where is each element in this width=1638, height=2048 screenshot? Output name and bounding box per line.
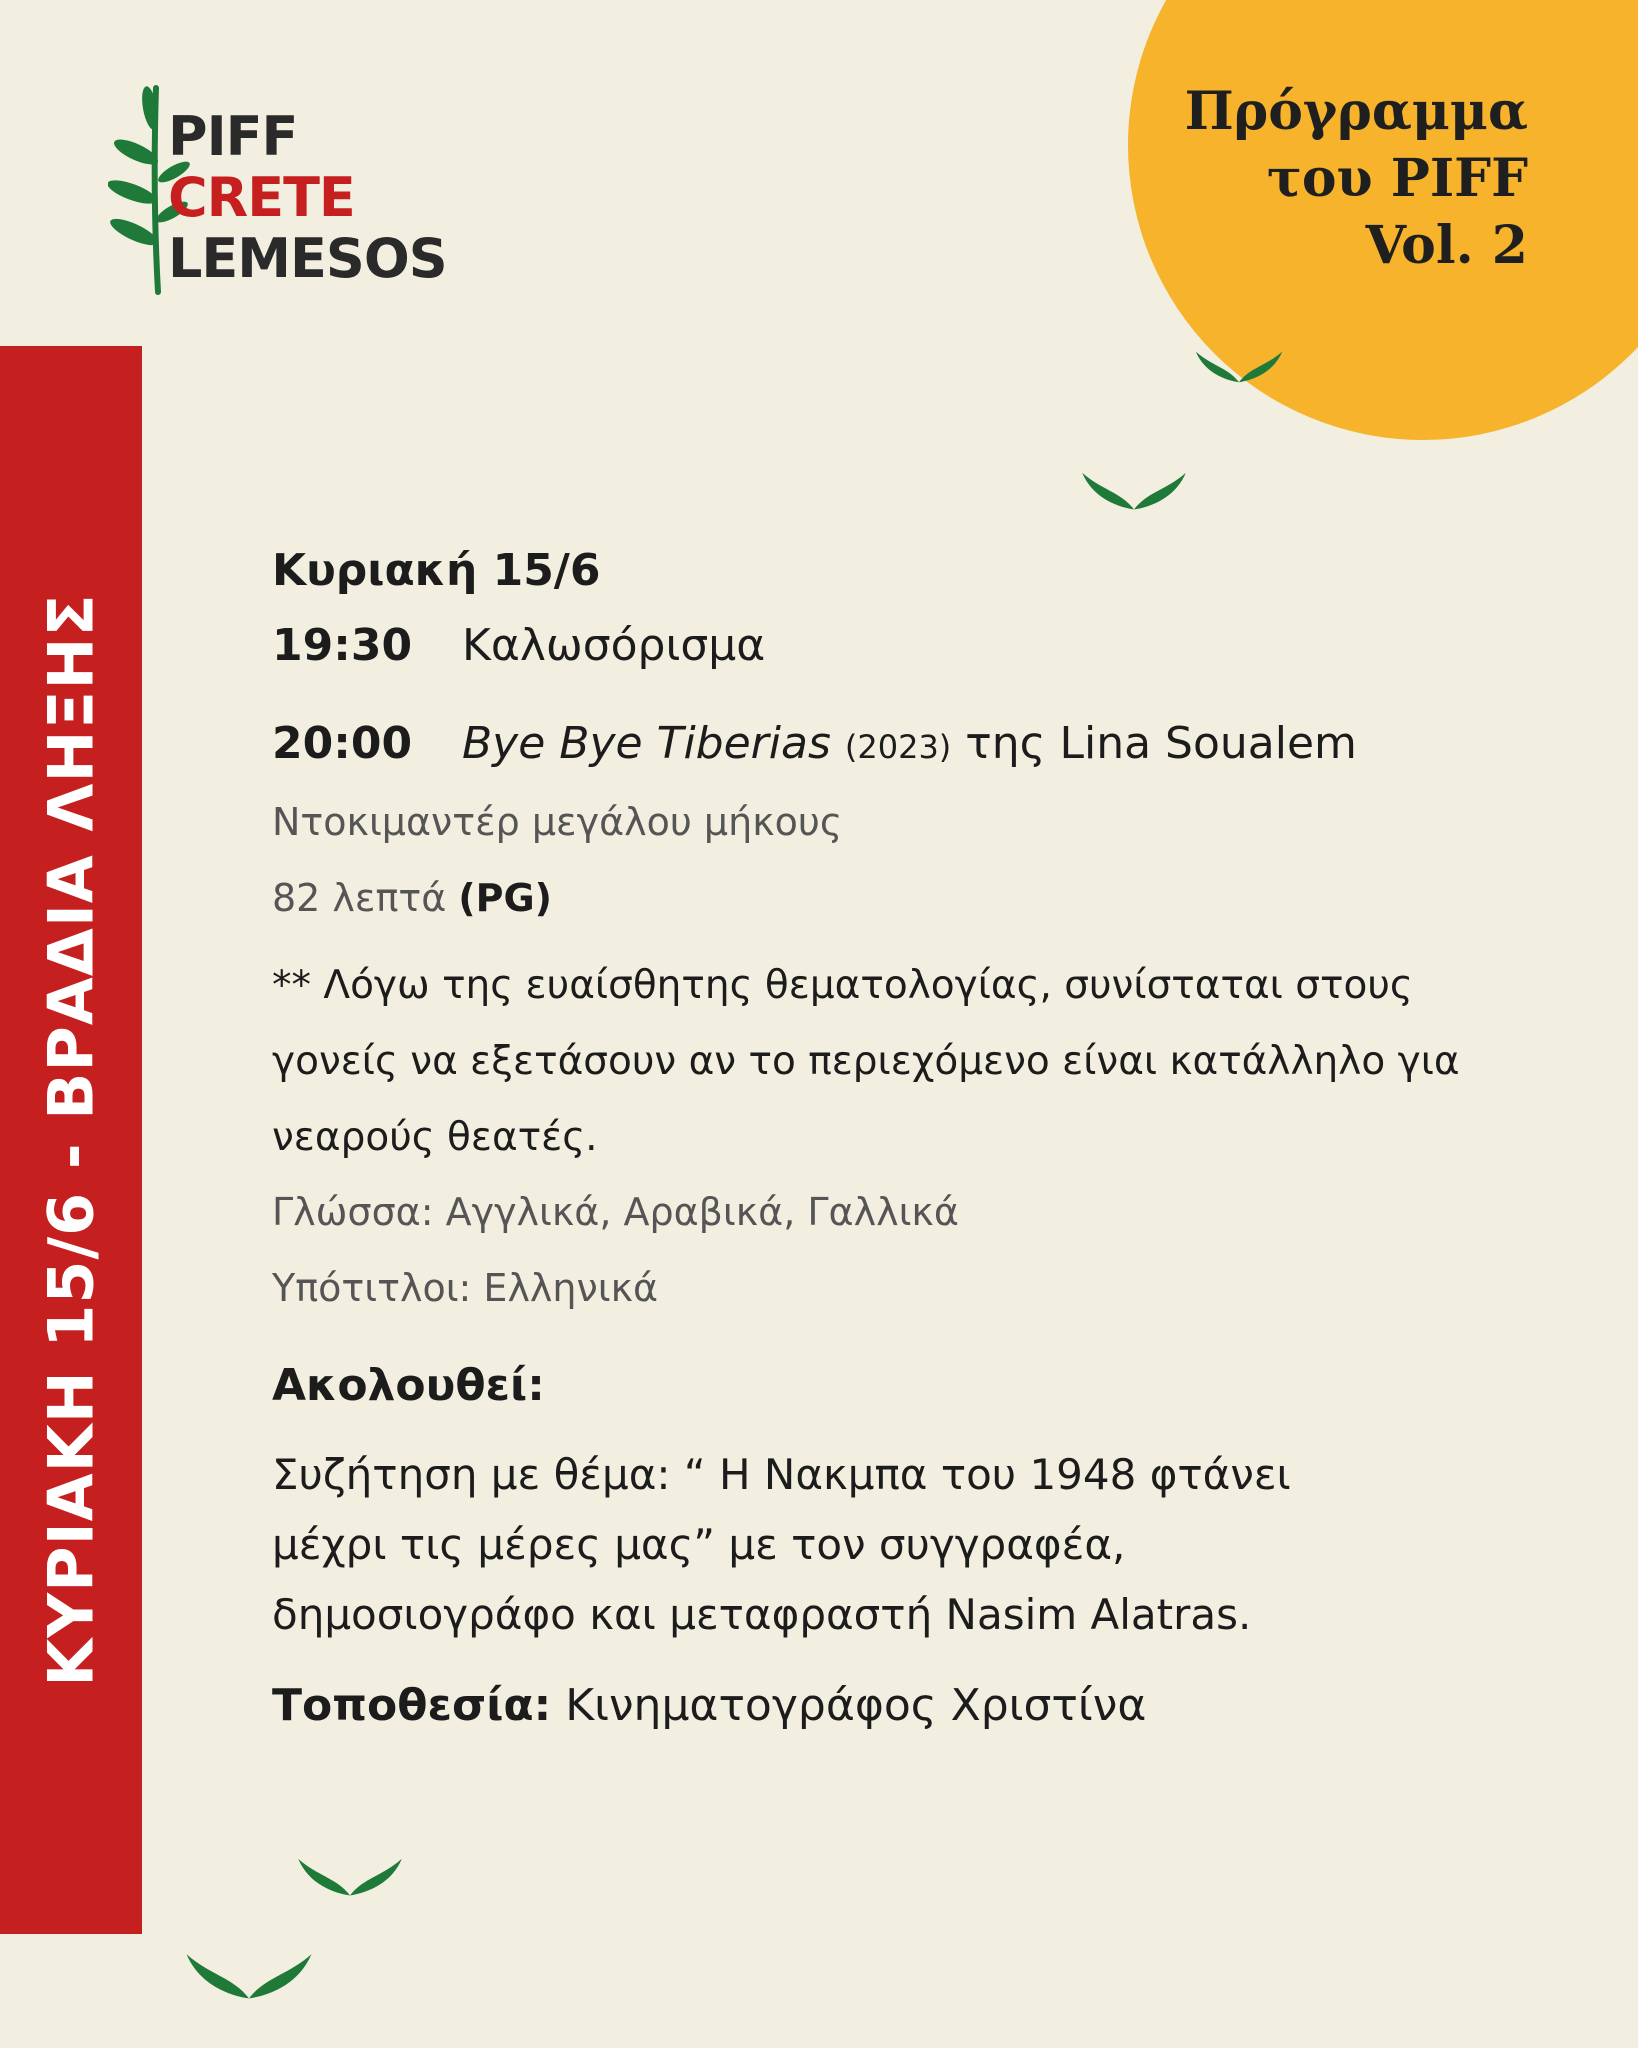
program-title-line-2: του PIFF bbox=[1266, 148, 1528, 209]
location-value: Κινηματογράφος Χριστίνα bbox=[565, 1680, 1147, 1731]
logo-text-piff: PIFF bbox=[168, 105, 298, 168]
leaf-icon bbox=[296, 1852, 404, 1900]
film-subtitles: Υπότιτλοι: Ελληνικά bbox=[272, 1266, 659, 1310]
leaf-icon bbox=[1194, 346, 1284, 386]
program-title-line-3: Vol. 2 bbox=[1365, 215, 1528, 276]
film-title: Bye Bye Tiberias bbox=[462, 718, 831, 769]
location-label: Τοποθεσία: bbox=[272, 1680, 552, 1731]
follows-heading: Ακολουθεί: bbox=[272, 1360, 545, 1411]
film-genre: Ντοκιμαντέρ μεγάλου μήκους bbox=[272, 800, 843, 844]
content-warning: ** Λόγω της ευαίσθητης θεματολογίας, συνίσταται στους γονείς να εξετάσουν αν το περιεχόμενο είναι κατάλληλο για νεαρούς θεατές. bbox=[272, 963, 1460, 1160]
film-director: της Lina Soualem bbox=[965, 718, 1357, 769]
side-banner-text: ΚΥΡΙΑΚΗ 15/6 - ΒΡΑΔΙΑ ΛΗΞΗΣ bbox=[34, 593, 108, 1687]
film-duration: 82 λεπτά bbox=[272, 876, 447, 920]
schedule-item bbox=[272, 718, 1357, 769]
schedule-title: Καλωσόρισμα bbox=[462, 620, 766, 671]
film-year: (2023) bbox=[844, 728, 952, 766]
leaf-icon bbox=[1080, 466, 1188, 514]
leaf-icon bbox=[184, 1946, 314, 2004]
discussion-description: Συζήτηση με θέμα: “ Η Νακμπα του 1948 φτάνει μέχρι τις μέρες μας” με τον συγγραφέα, δημοσιογράφο και μεταφραστή Nasim Alatras. bbox=[272, 1450, 1291, 1639]
logo-text-lemesos: LEMESOS bbox=[168, 227, 447, 290]
schedule-item bbox=[272, 620, 765, 671]
film-rating: (PG) bbox=[458, 876, 553, 920]
location-row bbox=[272, 1680, 1146, 1731]
event-date: Κυριακή 15/6 bbox=[272, 545, 601, 596]
logo-text-crete: CRETE bbox=[168, 166, 355, 229]
schedule-time: 20:00 bbox=[272, 718, 413, 769]
program-title bbox=[1108, 78, 1528, 279]
film-duration-row bbox=[272, 876, 552, 920]
film-language: Γλώσσα: Αγγλικά, Αραβικά, Γαλλικά bbox=[272, 1190, 959, 1234]
program-title-line-1: Πρόγραμμα bbox=[1184, 81, 1528, 142]
schedule-time: 19:30 bbox=[272, 620, 413, 671]
festival-logo bbox=[108, 80, 508, 300]
